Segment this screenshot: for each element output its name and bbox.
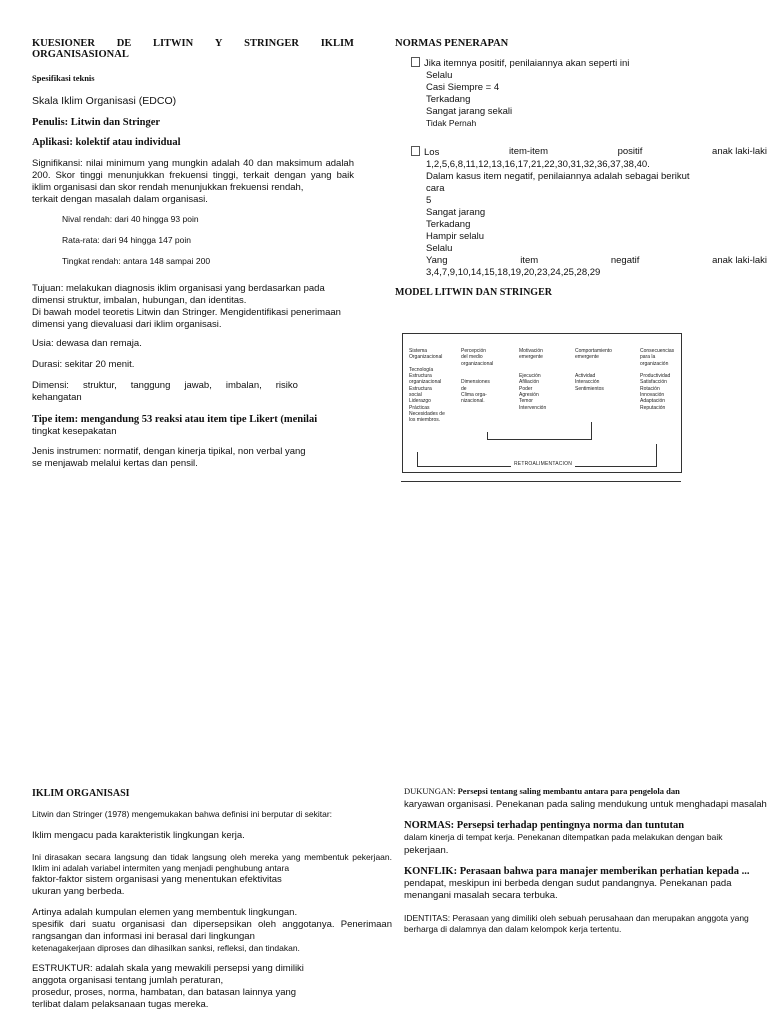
scale-option: Terkadang: [426, 219, 471, 230]
climate-p4c: ketenagakerjaan diproses dan dihasilkan sanksi, refleksi, dan tindakan.: [32, 943, 300, 953]
structure-p: ESTRUKTUR: adalah skala yang mewakili persepsi yang dimiliki: [32, 963, 304, 974]
climate-p1: Litwin dan Stringer (1978) mengemukakan bahwa definisi ini berputar di sekitar:: [32, 809, 333, 819]
inner-arrow-right: [591, 422, 592, 440]
structure-p-d: terlibat dalam pelaksanaan tugas mereka.: [32, 999, 209, 1010]
left-top-column: [32, 38, 354, 470]
conflict-line: KONFLIK: Perasaan bahwa para manajer memberikan perhatian kepada ...: [404, 866, 750, 877]
age-text: Usia: dewasa dan remaja.: [32, 338, 142, 349]
right-top-column: [395, 38, 767, 299]
scale-option: cara: [426, 183, 445, 194]
norms-cont: dalam kinerja di tempat kerja. Penekanan ditempatkan pada melakukan dengan baik: [404, 832, 723, 842]
scale-option: 5: [426, 195, 432, 206]
norms-cont2: pekerjaan.: [404, 845, 449, 856]
inner-arrow-line: [487, 439, 592, 440]
diagram-col-behavior: Comportamiento emergente Actividad Interacción Sentimientos: [575, 348, 612, 392]
level-high: Tingkat rendah: antara 148 sampai 200: [62, 256, 211, 266]
positive-intro: Jika itemnya positif, penilaiannya akan seperti ini: [395, 57, 767, 70]
climate-p4b: spesifik dari suatu organisasi dan dipersepsikan oleh anggotanya. Penerimaan rangsangan dan informasi ini berasal dari lingkungan: [32, 919, 392, 942]
questionnaire-title: KUESIONER DE LITWIN Y STRINGER IKLIM: [32, 38, 354, 49]
conflict-cont: pendapat, meskipun ini berbeda dengan sudut pandangnya. Penekanan pada menangani masalah secara terbuka.: [404, 878, 732, 901]
negative-items-line: Yang item negatif anak laki-laki: [426, 255, 767, 266]
scale-option: Sangat jarang: [426, 207, 486, 218]
goal-text: Tujuan: melakukan diagnosis iklim organisasi yang berdasarkan pada dimensi struktur, imbalan, hubungan, dan identitas.: [32, 283, 325, 306]
positive-scale: [395, 70, 767, 129]
scale-option: Terkadang: [426, 94, 471, 105]
scale-option: Selalu: [426, 70, 453, 81]
scale-option: Hampir selalu: [426, 231, 485, 242]
model-title: MODEL LITWIN DAN STRINGER: [395, 287, 552, 298]
diagram-col-system: Sistema Organizacional Tecnología Estructura organizacional Estructura social Liderazgo Prácticas Necesidades de los miembros.: [409, 348, 445, 424]
application-line: Aplikasi: kolektif atau individual: [32, 137, 181, 148]
questionnaire-title-line2: ORGANISASIONAL: [32, 49, 129, 60]
norms-title: NORMAS PENERAPAN: [395, 38, 509, 49]
dimensions-text: Dimensi: struktur, tanggung jawab, imbalan, risiko: [32, 380, 298, 391]
dimensions-cont: kehangatan: [32, 392, 82, 403]
significance-text: Signifikansi: nilai minimum yang mungkin adalah 40 dan maksimum adalah 200. Skor tinggi menunjukkan frekuensi tinggi, terkait dengan yang baik iklim organisasi dan skor rendah menunjukkan frekuensi rendah,: [32, 158, 354, 193]
feedback-label: RETROALIMENTACION: [511, 461, 575, 467]
positive-items: 1,2,5,6,8,11,12,13,16,17,21,22,30,31,32,36,37,38,40.: [426, 159, 650, 170]
climate-p3c: ukuran yang berbeda.: [32, 886, 125, 897]
level-low: Nival rendah: dari 40 hingga 93 poin: [62, 214, 199, 224]
diagram-col-perception: Percepción del medio organizacional Dimensiones de Clima orga- nizacional.: [461, 348, 494, 405]
goal-cont: Di bawah model teoretis Litwin dan Stringer. Mengidentifikasi penerimaan dimensi yang dievaluasi dari iklim organisasi.: [32, 307, 341, 330]
diagram-bottom-rule: [401, 481, 681, 482]
scale-option: Casi Siempre = 4: [426, 82, 500, 93]
left-bottom-column: [32, 788, 392, 1011]
diagram-col-consequences: Consecuencias para la organización Productividad Satisfacción Rotación Innovación Adaptación Reputación: [640, 348, 675, 411]
scale-option: Tidak Pernah: [426, 118, 477, 128]
climate-p4: Artinya adalah kumpulan elemen yang membentuk lingkungan.: [32, 907, 298, 918]
identity-text: IDENTITAS: Perasaan yang dimiliki oleh sebuah perusahaan dan merupakan anggota yang berharga di dalamnya dan dalam kelompok kerja tertentu.: [404, 913, 749, 934]
scale-name: Skala Iklim Organisasi (EDCO): [32, 95, 177, 107]
significance-cont: terkait dengan masalah dalam organisasi.: [32, 194, 208, 205]
scale-option: Sangat jarang sekali: [426, 106, 513, 117]
litwin-stringer-diagram: [402, 333, 682, 473]
structure-p-c: prosedur, proses, norma, hambatan, dan batasan lainnya yang: [32, 987, 297, 998]
item-type-cont: tingkat kesepakatan: [32, 426, 117, 437]
climate-p2: Iklim mengacu pada karakteristik lingkungan kerja.: [32, 830, 245, 841]
negative-scale: [395, 183, 767, 255]
support-line: DUKUNGAN: Persepsi tentang saling membantu antara para pengelola dan: [404, 786, 680, 796]
negative-intro: Dalam kasus item negatif, penilaiannya adalah sebagai berikut: [426, 171, 690, 182]
duration-text: Durasi: sekitar 20 menit.: [32, 359, 135, 370]
climate-title: IKLIM ORGANISASI: [32, 788, 130, 799]
bullet-icon: [411, 57, 420, 67]
support-cont: karyawan organisasi. Penekanan pada saling mendukung untuk menghadapi masalah: [404, 799, 767, 810]
author-line: Penulis: Litwin dan Stringer: [32, 117, 161, 128]
feedback-arrow-left: [417, 452, 418, 466]
climate-p3b: faktor-faktor sistem organisasi yang menentukan efektivitas: [32, 874, 282, 885]
feedback-arrow-right: [656, 444, 657, 467]
structure-p-b: anggota organisasi tentang jumlah peraturan,: [32, 975, 224, 986]
instrument-text: Jenis instrumen: normatif, dengan kinerja tipikal, non verbal yang: [32, 446, 306, 457]
norms-line: NORMAS: Persepsi terhadap pentingnya norma dan tuntutan: [404, 820, 685, 831]
bullet-icon: [411, 146, 420, 156]
item-type-text: Tipe item: mengandung 53 reaksi atau item tipe Likert (menilai: [32, 414, 318, 425]
spec-heading: Spesifikasi teknis: [32, 73, 95, 83]
instrument-cont: se menjawab melalui kertas dan pensil.: [32, 458, 198, 469]
climate-p3: Ini dirasakan secara langsung dan tidak langsung oleh mereka yang membentuk pekerjaan. Iklim ini adalah variabel intermiten yang menjadi penghubung antara: [32, 852, 392, 873]
negative-items: 3,4,7,9,10,14,15,18,19,20,23,24,25,28,29: [426, 267, 601, 278]
scale-option: Selalu: [426, 243, 453, 254]
diagram-col-motivation: Motivación emergente Ejecución Afiliación Poder Agresión Temor Intervención: [519, 348, 547, 411]
positive-items-line: Los item-item positif anak laki-laki: [395, 146, 767, 159]
level-average: Rata-rata: dari 94 hingga 147 poin: [62, 235, 192, 245]
right-bottom-column: [404, 786, 767, 935]
